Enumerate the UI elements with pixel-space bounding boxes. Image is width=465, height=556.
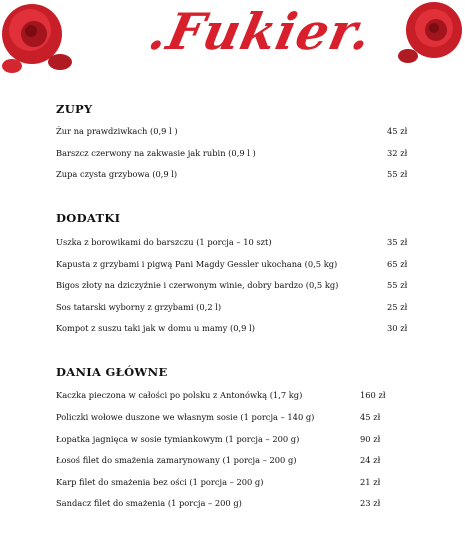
- rose-left-decoration: [0, 0, 75, 80]
- section-title-zupy: ZUPY: [56, 102, 93, 116]
- menu-item-name: Zupa czysta grzybowa (0,9 l): [56, 169, 178, 179]
- menu-item-price: 55 zł: [387, 169, 408, 179]
- menu-item-name: Kapusta z grzybami i pigwą Pani Magdy Gessler ukochana (0,5 kg): [56, 259, 338, 269]
- fukier-logo: .Fukier.: [143, 2, 378, 61]
- menu-item-price: 21 zł: [360, 477, 381, 487]
- menu-item-name: Łopatka jagnięca w sosie tymiankowym (1 porcja – 200 g): [56, 434, 300, 444]
- menu-item-price: 160 zł: [360, 390, 386, 400]
- menu-item-price: 24 zł: [360, 455, 381, 465]
- section-title-dania-glowne: DANIA GŁÓWNE: [56, 365, 168, 379]
- menu-item-name: Karp filet do smażenia bez ości (1 porcja – 200 g): [56, 477, 264, 487]
- menu-item-price: 32 zł: [387, 148, 408, 158]
- menu-item-name: Bigos złoty na dziczyźnie i czerwonym winie, dobry bardzo (0,5 kg): [56, 280, 339, 290]
- menu-item-name: Uszka z borowikami do barszczu (1 porcja – 10 szt): [56, 237, 272, 247]
- menu-item-price: 55 zł: [387, 280, 408, 290]
- section-title-dodatki: DODATKI: [56, 211, 121, 225]
- menu-item-name: Żur na prawdziwkach (0,9 l ): [56, 126, 178, 136]
- menu-item-name: Łosoś filet do smażenia zamarynowany (1 porcja – 200 g): [56, 455, 297, 465]
- menu-item-name: Barszcz czerwony na zakwasie jak rubin (0,9 l ): [56, 148, 256, 158]
- menu-item-price: 23 zł: [360, 498, 381, 508]
- menu-item-price: 35 zł: [387, 237, 408, 247]
- menu-item-price: 65 zł: [387, 259, 408, 269]
- menu-item-name: Kompot z suszu taki jak w domu u mamy (0,9 l): [56, 323, 255, 333]
- menu-item-price: 30 zł: [387, 323, 408, 333]
- rose-right-decoration: [398, 0, 465, 70]
- menu-item-name: Kaczka pieczona w całości po polsku z Antonówką (1,7 kg): [56, 390, 303, 400]
- menu-header: [0, 0, 465, 80]
- menu-item-name: Sos tatarski wyborny z grzybami (0,2 l): [56, 302, 222, 312]
- menu-item-price: 90 zł: [360, 434, 381, 444]
- menu-item-name: Policzki wołowe duszone we własnym sosie (1 porcja – 140 g): [56, 412, 315, 422]
- menu-item-price: 45 zł: [360, 412, 381, 422]
- menu-item-name: Sandacz filet do smażenia (1 porcja – 200 g): [56, 498, 242, 508]
- menu-item-price: 25 zł: [387, 302, 408, 312]
- menu-item-price: 45 zł: [387, 126, 408, 136]
